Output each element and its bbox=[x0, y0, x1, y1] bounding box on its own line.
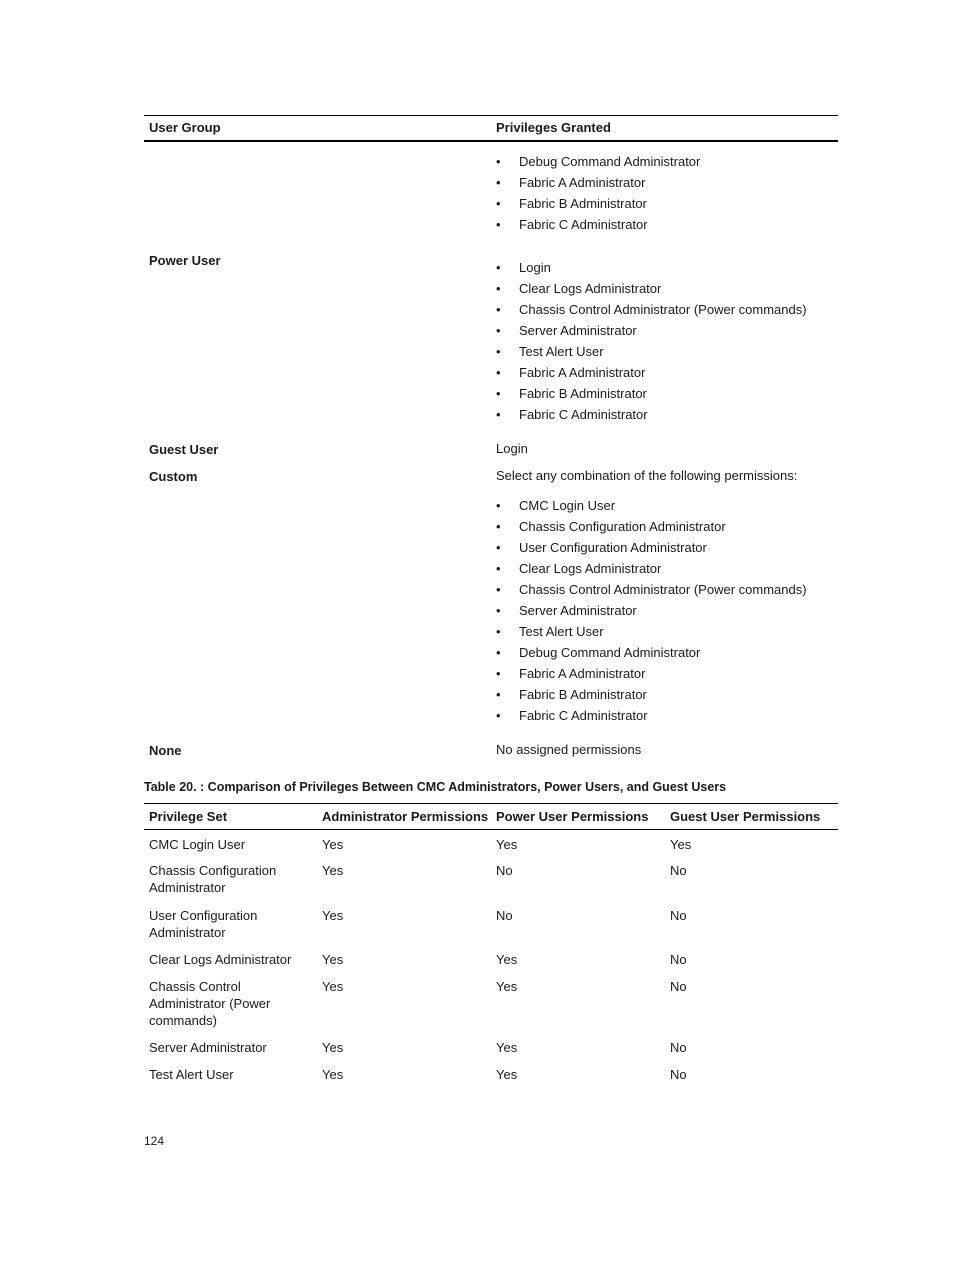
list-item: • Fabric A Administrator bbox=[496, 362, 807, 383]
list-item: • Fabric A Administrator bbox=[496, 172, 700, 193]
table2-header-privilege-set: Privilege Set bbox=[149, 809, 228, 824]
list-item: • Fabric A Administrator bbox=[496, 663, 807, 684]
table-cell-guest: No bbox=[670, 863, 687, 878]
table-cell-power: Yes bbox=[496, 952, 518, 967]
table-cell-admin: Yes bbox=[322, 837, 344, 852]
list-item: • Debug Command Administrator bbox=[496, 642, 807, 663]
table-cell-guest: No bbox=[670, 1040, 687, 1055]
list-item: • Server Administrator bbox=[496, 320, 807, 341]
custom-intro: Select any combination of the following permissions: bbox=[496, 468, 798, 483]
list-item: • Fabric C Administrator bbox=[496, 214, 700, 235]
custom-privilege-list bbox=[496, 495, 807, 726]
power-user-privilege-list bbox=[496, 257, 807, 425]
list-item: • Clear Logs Administrator bbox=[496, 278, 807, 299]
table1-header-privileges: Privileges Granted bbox=[496, 120, 611, 135]
table-cell-admin: Yes bbox=[322, 1040, 344, 1055]
list-item: • Login bbox=[496, 257, 807, 278]
table-cell-privilege: CMC Login User bbox=[149, 837, 246, 852]
list-item: • Clear Logs Administrator bbox=[496, 558, 807, 579]
list-item: • Fabric B Administrator bbox=[496, 383, 807, 404]
table2-header-admin: Administrator Permissions bbox=[322, 809, 489, 824]
table-cell-power: Yes bbox=[496, 1040, 518, 1055]
list-item: • Chassis Control Administrator (Power commands) bbox=[496, 299, 807, 320]
list-item: • Server Administrator bbox=[496, 600, 807, 621]
none-label: None bbox=[149, 743, 182, 758]
table-cell-privilege: Server Administrator bbox=[149, 1040, 267, 1055]
table-cell-power: No bbox=[496, 863, 513, 878]
table-cell-admin: Yes bbox=[322, 1067, 344, 1082]
table-cell-guest: No bbox=[670, 1067, 687, 1082]
guest-user-label: Guest User bbox=[149, 442, 219, 457]
power-user-label: Power User bbox=[149, 253, 221, 268]
list-item: • Fabric B Administrator bbox=[496, 193, 700, 214]
list-item: • User Configuration Administrator bbox=[496, 537, 807, 558]
table-cell-privilege: Clear Logs Administrator bbox=[149, 952, 292, 967]
table-cell-guest: No bbox=[670, 952, 687, 967]
table-cell-guest: No bbox=[670, 979, 687, 994]
table2-caption: Table 20. : Comparison of Privileges Between CMC Administrators, Power Users, and Guest Users bbox=[144, 780, 727, 794]
none-value: No assigned permissions bbox=[496, 742, 642, 757]
table2-header-guest: Guest User Permissions bbox=[670, 809, 821, 824]
table-cell-admin: Yes bbox=[322, 979, 344, 994]
table-cell-guest: No bbox=[670, 908, 687, 923]
list-item: • Test Alert User bbox=[496, 341, 807, 362]
table2-header-power: Power User Permissions bbox=[496, 809, 649, 824]
custom-label: Custom bbox=[149, 469, 198, 484]
table-cell-privilege: User Configuration Administrator bbox=[149, 908, 258, 940]
page-number: 124 bbox=[144, 1134, 165, 1148]
table1-header-group: User Group bbox=[149, 120, 221, 135]
list-item: • Chassis Control Administrator (Power commands) bbox=[496, 579, 807, 600]
table1-top-rule bbox=[144, 115, 838, 116]
table2-top-rule bbox=[144, 803, 838, 804]
list-item: • Chassis Configuration Administrator bbox=[496, 516, 807, 537]
table-cell-admin: Yes bbox=[322, 952, 344, 967]
table-cell-power: Yes bbox=[496, 1067, 518, 1082]
table-cell-admin: Yes bbox=[322, 908, 344, 923]
list-item: • CMC Login User bbox=[496, 495, 807, 516]
table1-header-rule bbox=[144, 140, 838, 142]
guest-user-value: Login bbox=[496, 441, 528, 456]
table-cell-privilege: Chassis Configuration Administrator bbox=[149, 863, 277, 895]
list-item: • Test Alert User bbox=[496, 621, 807, 642]
list-item: • Fabric B Administrator bbox=[496, 684, 807, 705]
list-item: • Fabric C Administrator bbox=[496, 404, 807, 425]
table-cell-privilege: Test Alert User bbox=[149, 1067, 234, 1082]
table-cell-admin: Yes bbox=[322, 863, 344, 878]
table-cell-power: Yes bbox=[496, 837, 518, 852]
table-cell-power: Yes bbox=[496, 979, 518, 994]
table2-header-rule bbox=[144, 829, 838, 830]
list-item: • Fabric C Administrator bbox=[496, 705, 807, 726]
table-cell-power: No bbox=[496, 908, 513, 923]
table-cell-guest: Yes bbox=[670, 837, 692, 852]
continued-privilege-list bbox=[496, 151, 700, 235]
list-item: • Debug Command Administrator bbox=[496, 151, 700, 172]
table-cell-privilege: Chassis Control Administrator (Power commands) bbox=[149, 979, 271, 1028]
